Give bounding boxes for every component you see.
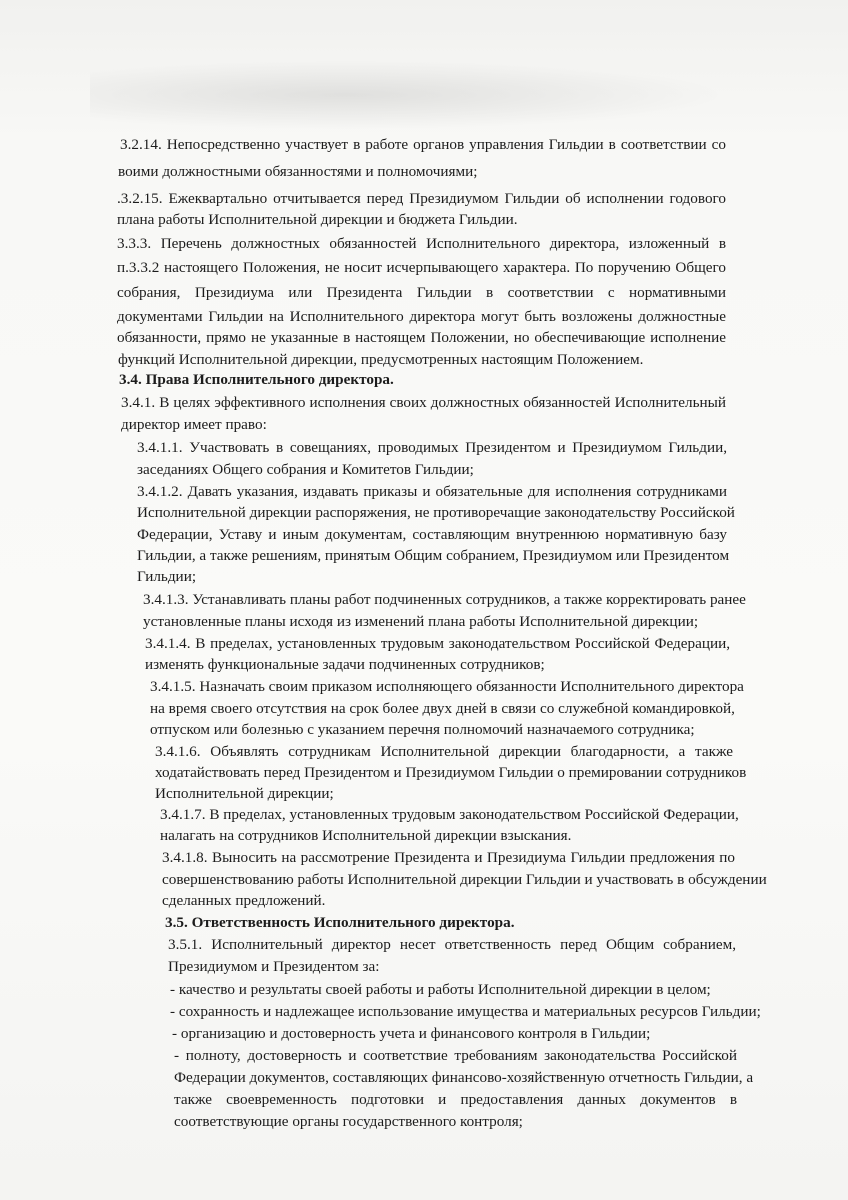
- text-line: обязанности, прямо не указанные в настоящем Положении, но обеспечивающие исполнение: [117, 329, 726, 346]
- text-line: совершенствованию работы Исполнительной дирекции Гильдии и участвовать в обсуждении: [162, 871, 767, 888]
- list-item: - полноту, достоверность и соответствие требованиям законодательства Российской: [174, 1047, 737, 1064]
- text-line: п.3.3.2 настоящего Положения, не носит исчерпывающего характера. По поручению Общего: [117, 259, 726, 276]
- text-line: Федерации документов, составляющих финансово-хозяйственную отчетность Гильдии, а: [174, 1069, 754, 1086]
- list-item: - качество и результаты своей работы и работы Исполнительной дирекции в целом;: [170, 981, 711, 998]
- text-line: 3.4.1.2. Давать указания, издавать приказы и обязательные для исполнения сотрудниками: [137, 483, 727, 500]
- section-heading: 3.5. Ответственность Исполнительного директора.: [165, 914, 515, 931]
- text-line: налагать на сотрудников Исполнительной дирекции взыскания.: [160, 827, 572, 844]
- text-line: 3.4.1.5. Назначать своим приказом исполняющего обязанности Исполнительного директора: [150, 678, 744, 695]
- text-line: Исполнительной дирекции;: [155, 785, 334, 802]
- text-line: 3.4.1.1. Участвовать в совещаниях, проводимых Президентом и Президиумом Гильдии,: [137, 439, 727, 456]
- text-line: документами Гильдии на Исполнительного директора могут быть возложены должностные: [117, 308, 726, 325]
- text-line: Исполнительной дирекции распоряжения, не противоречащие законодательству Российской: [137, 504, 735, 521]
- text-line: 3.2.14. Непосредственно участвует в работе органов управления Гильдии в соответствии со: [120, 136, 726, 153]
- text-line: 3.4.1.6. Объявлять сотрудникам Исполнительной дирекции благодарности, а также: [155, 743, 733, 760]
- text-line: 3.4.1. В целях эффективного исполнения своих должностных обязанностей Исполнительный: [121, 394, 726, 411]
- list-item: - сохранность и надлежащее использование имущества и материальных ресурсов Гильдии;: [170, 1003, 761, 1020]
- text-line: на время своего отсутствия на срок более двух дней в связи со служебной командировкой,: [150, 700, 735, 717]
- section-heading: 3.4. Права Исполнительного директора.: [119, 371, 394, 388]
- text-line: плана работы Исполнительной дирекции и бюджета Гильдии.: [117, 211, 518, 228]
- text-line: функций Исполнительной дирекции, предусмотренных настоящим Положением.: [118, 351, 644, 368]
- text-line: ходатайствовать перед Президентом и Президиумом Гильдии о премировании сотрудников: [155, 764, 747, 781]
- text-line: .3.2.15. Ежеквартально отчитывается перед Президиумом Гильдии об исполнении годового: [117, 190, 726, 207]
- text-line: директор имеет право:: [121, 416, 267, 433]
- text-line: Федерации, Уставу и иным документам, составляющим внутреннюю нормативную базу: [137, 526, 727, 543]
- text-line: Гильдии;: [137, 568, 197, 585]
- scan-shadow: [90, 60, 730, 130]
- text-line: также своевременность подготовки и предоставления данных документов в: [174, 1091, 737, 1108]
- list-item: - организацию и достоверность учета и финансового контроля в Гильдии;: [172, 1025, 651, 1042]
- text-line: Президиумом и Президентом за:: [168, 958, 380, 975]
- text-line: соответствующие органы государственного контроля;: [174, 1113, 523, 1130]
- text-line: 3.5.1. Исполнительный директор несет ответственность перед Общим собранием,: [168, 936, 736, 953]
- text-line: 3.4.1.8. Выносить на рассмотрение Президента и Президиума Гильдии предложения по: [162, 849, 735, 866]
- text-line: установленные планы исходя из изменений плана работы Исполнительной дирекции;: [143, 613, 699, 630]
- text-line: 3.3.3. Перечень должностных обязанностей Исполнительного директора, изложенный в: [117, 235, 726, 252]
- text-line: сделанных предложений.: [162, 892, 326, 909]
- text-line: изменять функциональные задачи подчиненных сотрудников;: [145, 656, 545, 673]
- text-line: заседаниях Общего собрания и Комитетов Гильдии;: [137, 461, 474, 478]
- text-line: воими должностными обязанностями и полномочиями;: [118, 163, 478, 180]
- text-line: 3.4.1.7. В пределах, установленных трудовым законодательством Российской Федерации,: [160, 806, 739, 823]
- text-line: Гильдии, а также решениям, принятым Общим собранием, Президиумом или Президентом: [137, 547, 730, 564]
- text-line: собрания, Президиума или Президента Гильдии в соответствии с нормативными: [117, 284, 726, 301]
- text-line: 3.4.1.4. В пределах, установленных трудовым законодательством Российской Федерации,: [145, 635, 730, 652]
- text-line: отпуском или болезнью с указанием перечня полномочий назначаемого сотрудника;: [150, 721, 695, 738]
- text-line: 3.4.1.3. Устанавливать планы работ подчиненных сотрудников, а также корректировать ранее: [143, 591, 746, 608]
